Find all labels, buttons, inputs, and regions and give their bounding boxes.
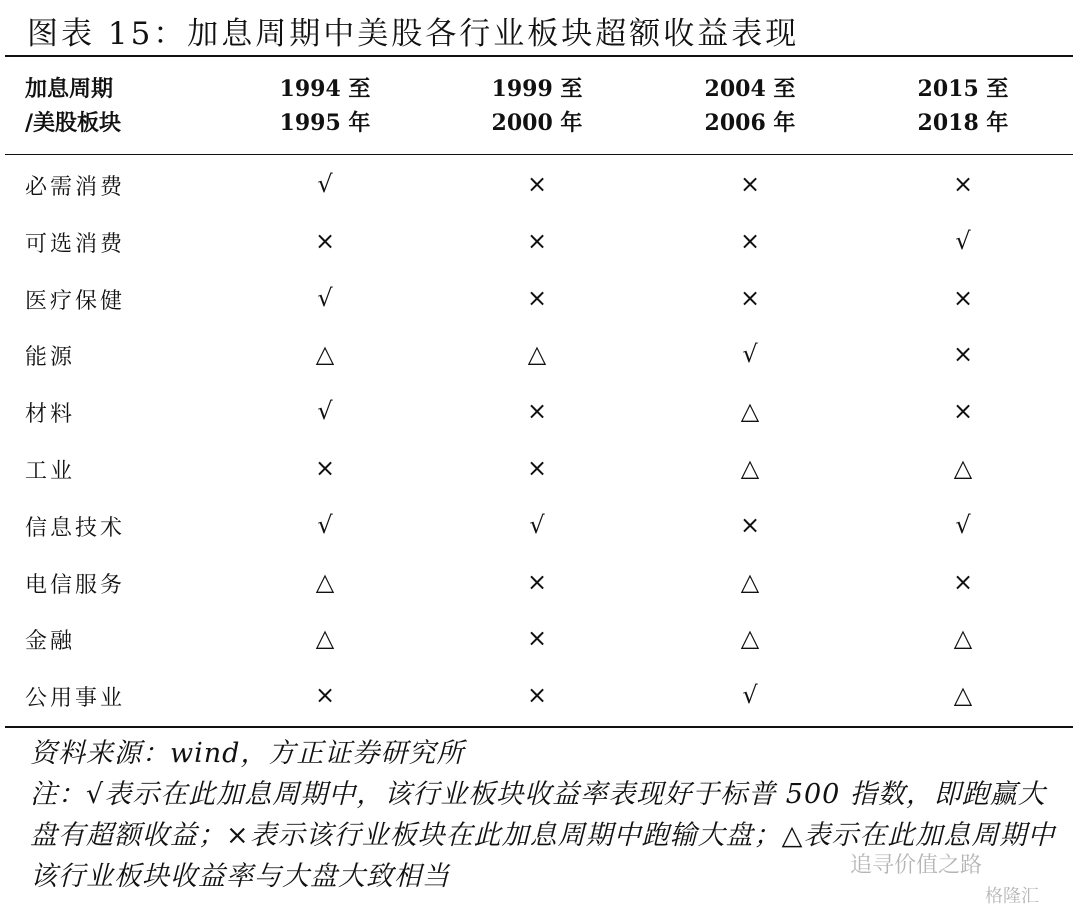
cell-mark: √: [955, 510, 971, 539]
table-header-rule: [5, 154, 1073, 155]
cell-mark: ×: [952, 567, 974, 596]
cell-mark: √: [317, 397, 333, 426]
cell-mark: √: [529, 510, 545, 539]
cell-mark: △: [740, 453, 760, 482]
cell-mark: ×: [526, 283, 548, 312]
row-label: 电信服务: [25, 572, 126, 598]
cell-mark: ×: [952, 340, 974, 369]
header-col-line1: 2004 至: [704, 76, 796, 102]
table-row: [0, 612, 1080, 669]
cell-mark: √: [742, 340, 758, 369]
cell-mark: √: [955, 226, 971, 255]
header-col-2004: [650, 72, 850, 140]
table-row: [0, 499, 1080, 556]
header-cycle-sector: [25, 72, 121, 140]
cell-mark: √: [317, 170, 333, 198]
cell-mark: √: [317, 510, 333, 539]
header-col-line2: 1995 年: [279, 110, 371, 136]
header-col-line1: 1999 至: [491, 76, 583, 102]
cell-mark: ×: [526, 453, 548, 482]
cell-mark: ×: [526, 397, 548, 426]
table-row: [0, 272, 1080, 329]
table-row: [0, 328, 1080, 385]
cell-mark: △: [953, 624, 973, 653]
cell-mark: ×: [526, 170, 548, 198]
cell-mark: △: [953, 681, 973, 710]
table-bottom-rule: [5, 726, 1073, 728]
cell-mark: √: [742, 681, 758, 710]
table-body: [0, 158, 1080, 726]
row-label: 能源: [25, 345, 76, 371]
cell-mark: △: [740, 397, 760, 426]
row-label: 信息技术: [25, 515, 126, 541]
watermark-text: 追寻价值之路: [850, 853, 983, 878]
header-col-1994: [225, 72, 425, 140]
cell-mark: ×: [526, 567, 548, 596]
cell-mark: ×: [739, 510, 761, 539]
row-label: 可选消费: [25, 231, 126, 257]
table-row: [0, 215, 1080, 272]
cell-mark: √: [317, 283, 333, 312]
cell-mark: △: [315, 567, 335, 596]
note-text: 注：√表示在此加息周期中，该行业板块收益率表现好于标普 500 指数，即跑赢大盘有超额收益；×表示该行业板块在此加息周期中跑输大盘；△表示在此加息周期中该行业板块收益率与大盘大致相当: [30, 779, 1056, 892]
table-row: [0, 669, 1080, 726]
table-row: [0, 385, 1080, 442]
cell-mark: ×: [952, 283, 974, 312]
cell-mark: △: [740, 567, 760, 596]
cell-mark: △: [527, 340, 547, 369]
row-label: 医疗保健: [25, 288, 126, 314]
cell-mark: △: [315, 624, 335, 653]
cell-mark: ×: [526, 624, 548, 653]
table-row: [0, 158, 1080, 215]
table-top-rule: [5, 55, 1073, 57]
header-col-line1: 1994 至: [279, 76, 371, 102]
source-text: 资料来源：wind，方正证券研究所: [30, 738, 465, 769]
header-col-line2: 2006 年: [704, 110, 796, 136]
row-label: 材料: [25, 402, 76, 428]
cell-mark: ×: [739, 283, 761, 312]
page-title: 图表 15：加息周期中美股各行业板块超额收益表现: [27, 16, 800, 52]
cell-mark: △: [740, 624, 760, 653]
cell-mark: ×: [952, 397, 974, 426]
cell-mark: ×: [526, 681, 548, 710]
header-first-line2: /美股板块: [25, 110, 122, 136]
cell-mark: ×: [952, 170, 974, 198]
row-label: 工业: [25, 458, 76, 484]
table-header: [0, 72, 1080, 148]
header-col-line2: 2018 年: [917, 110, 1009, 136]
cell-mark: ×: [314, 453, 336, 482]
header-first-line1: 加息周期: [25, 76, 114, 102]
table-row: [0, 556, 1080, 613]
cell-mark: △: [315, 340, 335, 369]
header-col-2015: [863, 72, 1063, 140]
cell-mark: ×: [526, 226, 548, 255]
table-row: [0, 442, 1080, 499]
header-col-1999: [437, 72, 637, 140]
row-label: 金融: [25, 629, 76, 655]
header-col-line1: 2015 至: [917, 76, 1009, 102]
cell-mark: ×: [314, 226, 336, 255]
watermark-logo-text: 格隆汇: [985, 886, 1039, 907]
cell-mark: ×: [739, 170, 761, 198]
cell-mark: ×: [314, 681, 336, 710]
cell-mark: ×: [739, 226, 761, 255]
row-label: 公用事业: [25, 686, 126, 712]
row-label: 必需消费: [25, 175, 126, 200]
header-col-line2: 2000 年: [491, 110, 583, 136]
cell-mark: △: [953, 453, 973, 482]
